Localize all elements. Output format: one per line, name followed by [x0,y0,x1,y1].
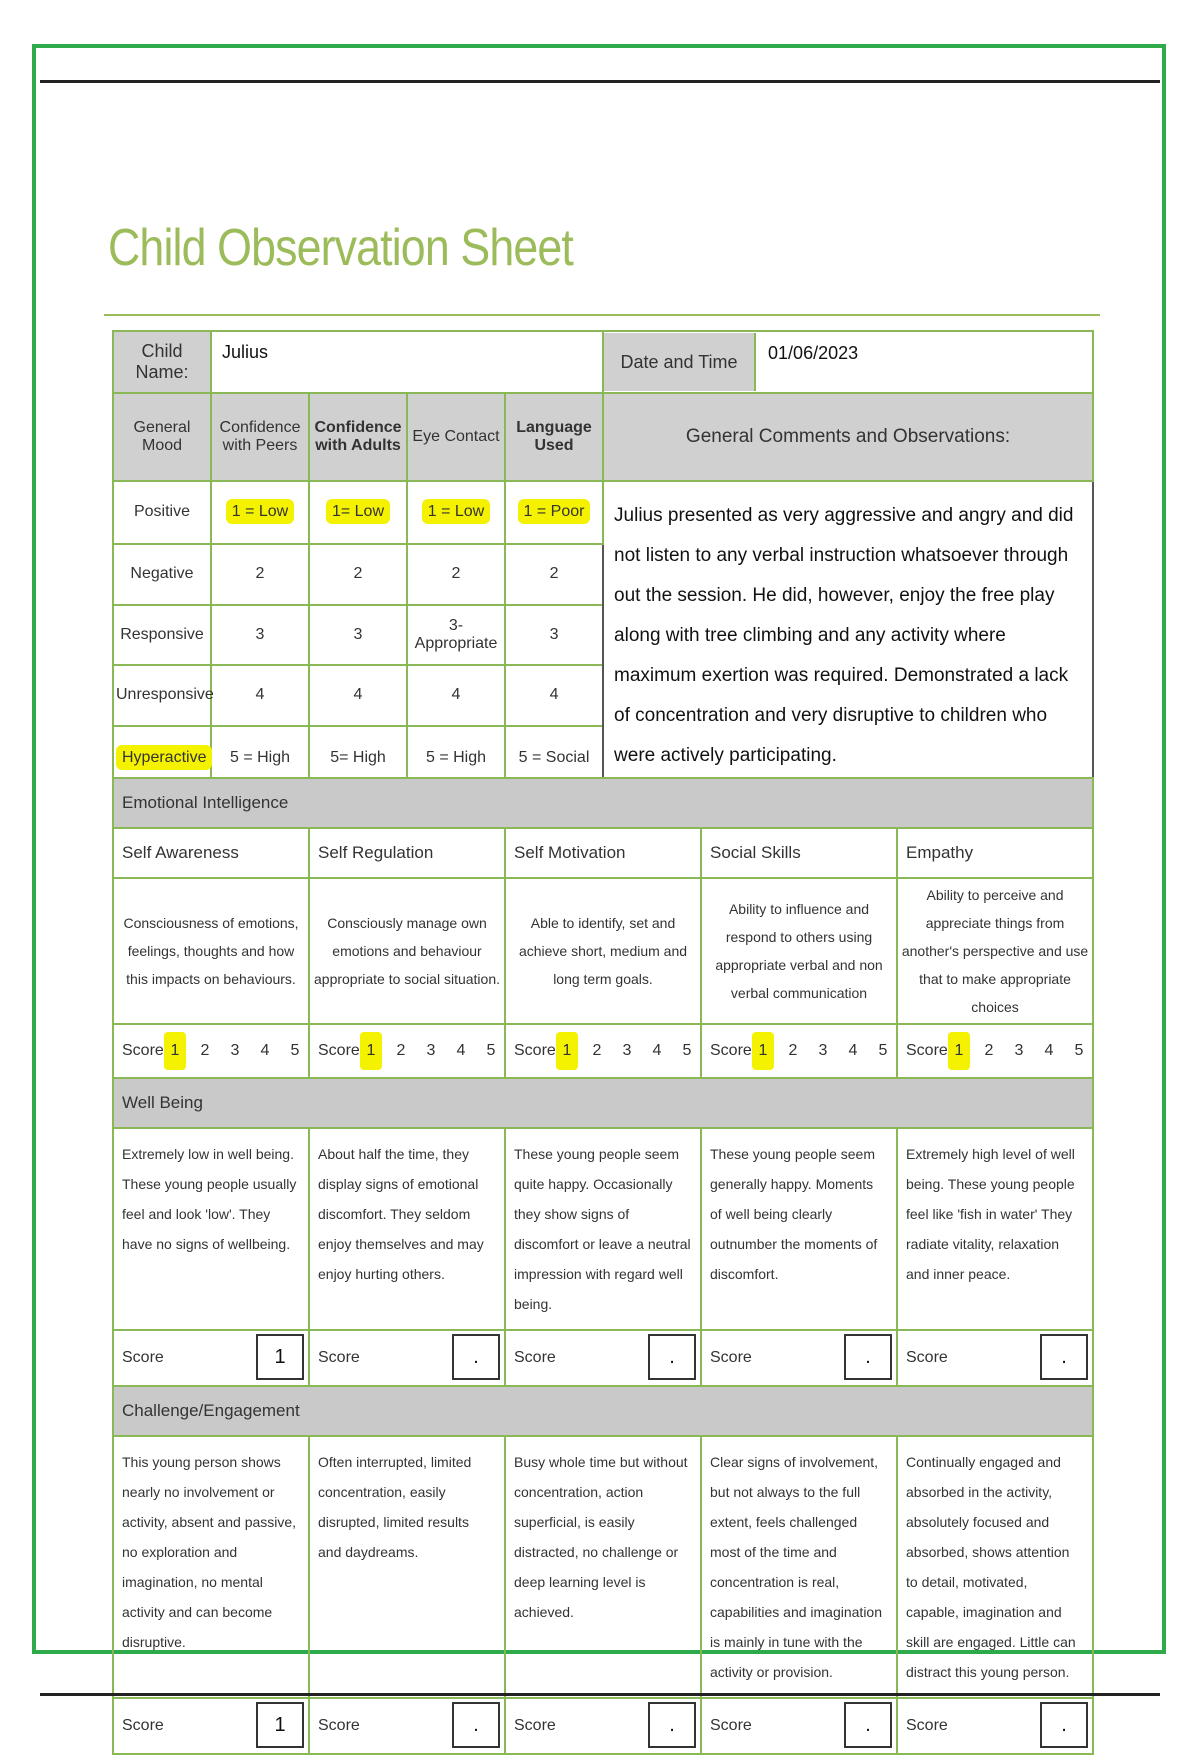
score-input-box[interactable]: . [648,1334,696,1380]
score-option[interactable]: 2 [396,1042,406,1059]
col-eye-contact: Eye Contact [407,393,505,481]
score-option[interactable]: 1 [752,1032,774,1070]
mood-cell[interactable]: 2 [407,544,505,605]
score-label: Score [906,1042,948,1059]
well-being-score-cell [897,1330,1093,1386]
date-cell [603,331,1093,393]
assessment-table [112,777,1094,1755]
ei-score-cell [309,1024,505,1078]
score-label: Score [318,1349,360,1366]
ei-score-cell [505,1024,701,1078]
well-being-description: About half the time, they display signs of emotional discomfort. They seldom enjoy themselves and may enjoy hurting others. [309,1128,505,1330]
score-label: Score [710,1042,752,1059]
mood-cell[interactable]: 5 = High [211,726,309,791]
ei-score-cell [701,1024,897,1078]
emotional-intelligence-header: Emotional Intelligence [113,778,1093,828]
mood-cell[interactable]: 5 = Social [505,726,603,791]
highlighted-value[interactable]: 1 = Low [226,499,294,524]
well-being-description: Extremely low in well being. These young people usually feel and look 'low'. They have no signs of wellbeing. [113,1128,309,1330]
date-label: Date and Time [604,333,756,391]
highlighted-value[interactable]: 1= Low [326,499,390,524]
mood-cell[interactable]: 4 [309,665,407,726]
well-being-score-cell [701,1330,897,1386]
child-name-label: Child Name: [113,331,211,393]
mood-label: Positive [113,481,211,544]
challenge-score-cell [505,1698,701,1754]
score-option[interactable]: 3 [426,1042,436,1059]
ei-category-description: Ability to influence and respond to others using appropriate verbal and non verbal communication [701,878,897,1024]
ei-category-description: Ability to perceive and appreciate things from another's perspective and use that to make appropriate choices [897,878,1093,1024]
score-label: Score [318,1042,360,1059]
ei-score-cell [113,1024,309,1078]
score-option[interactable]: 1 [948,1032,970,1070]
score-label: Score [122,1349,164,1366]
challenge-description: Busy whole time but without concentration, action superficial, is easily distracted, no challenge or deep learning level is achieved. [505,1436,701,1698]
score-option[interactable]: 1 [556,1032,578,1070]
challenge-score-cell [701,1698,897,1754]
mood-cell [211,481,309,544]
score-option[interactable]: 4 [652,1042,662,1059]
score-option[interactable]: 3 [818,1042,828,1059]
date-value[interactable]: 01/06/2023 [768,343,859,363]
mood-cell [309,481,407,544]
score-label: Score [122,1042,164,1059]
well-being-score-cell [505,1330,701,1386]
well-being-description: These young people seem quite happy. Occasionally they show signs of discomfort or leave a neutral impression with regard well being. [505,1128,701,1330]
score-label: Score [710,1717,752,1734]
mood-cell [505,481,603,544]
score-option[interactable]: 4 [1044,1042,1054,1059]
mood-cell[interactable]: 2 [505,544,603,605]
comments-text[interactable]: Julius presented as very aggressive and angry and did not listen to any verbal instruction whatsoever through out the session. He did, however, enjoy the free play along with tree climbing and any activity where maximum exertion was required. Demonstrated a lack of concentration and very disruptive to children who were actively participating. [603,481,1093,791]
score-label: Score [514,1349,556,1366]
highlighted-value[interactable]: 1 = Poor [518,499,591,524]
mood-cell[interactable]: 2 [309,544,407,605]
mood-cell[interactable]: 5= High [309,726,407,791]
bottom-rule [40,1693,1160,1696]
ei-category-description: Consciousness of emotions, feelings, thoughts and how this impacts on behaviours. [113,878,309,1024]
score-option[interactable]: 5 [290,1042,300,1059]
ei-category-name: Self Awareness [113,828,309,878]
score-option[interactable]: 2 [200,1042,210,1059]
score-option[interactable]: 5 [486,1042,496,1059]
score-option[interactable]: 2 [592,1042,602,1059]
mood-label: Responsive [113,605,211,666]
score-input-box[interactable]: . [452,1334,500,1380]
score-input-box[interactable]: . [648,1702,696,1748]
score-option[interactable]: 4 [456,1042,466,1059]
score-label: Score [906,1349,948,1366]
score-option[interactable]: 5 [878,1042,888,1059]
score-label: Score [906,1717,948,1734]
well-being-description: Extremely high level of well being. These young people feel like 'fish in water' They radiate vitality, relaxation and inner peace. [897,1128,1093,1330]
ei-category-name: Self Regulation [309,828,505,878]
highlighted-value[interactable]: 1 = Low [422,499,490,524]
score-option[interactable]: 2 [984,1042,994,1059]
challenge-description: Often interrupted, limited concentration, easily disrupted, limited results and daydreams. [309,1436,505,1698]
score-option[interactable]: 2 [788,1042,798,1059]
well-being-score-cell [309,1330,505,1386]
score-option[interactable]: 5 [1074,1042,1084,1059]
challenge-score-cell [897,1698,1093,1754]
ei-category-description: Able to identify, set and achieve short, medium and long term goals. [505,878,701,1024]
score-input-box[interactable]: . [1040,1334,1088,1380]
score-option[interactable]: 5 [682,1042,692,1059]
mood-cell[interactable]: 4 [505,665,603,726]
score-option[interactable]: 3 [230,1042,240,1059]
challenge-score-cell [309,1698,505,1754]
mood-cell[interactable]: 3 [505,605,603,666]
col-confidence-adults: Confidence with Adults [309,393,407,481]
score-input-box[interactable]: . [452,1702,500,1748]
mood-label: Unresponsive [113,665,211,726]
mood-cell[interactable]: 4 [407,665,505,726]
top-rule [40,80,1160,83]
ei-category-description: Consciously manage own emotions and behaviour appropriate to social situation. [309,878,505,1024]
mood-cell[interactable]: 4 [211,665,309,726]
ei-category-name: Empathy [897,828,1093,878]
ei-category-name: Self Motivation [505,828,701,878]
title-rule [104,314,1100,316]
mood-cell [407,481,505,544]
score-option[interactable]: 1 [164,1032,186,1070]
comments-header: General Comments and Observations: [603,393,1093,481]
mood-table [112,330,1094,792]
challenge-description: Continually engaged and absorbed in the activity, absolutely focused and absorbed, shows attention to detail, motivated, capable, imagination and skill are engaged. Little can distract this young person. [897,1436,1093,1698]
score-option[interactable]: 4 [260,1042,270,1059]
child-name-value[interactable]: Julius [211,331,603,393]
ei-score-cell [897,1024,1093,1078]
score-option[interactable]: 4 [848,1042,858,1059]
well-being-header: Well Being [113,1078,1093,1128]
well-being-score-cell [113,1330,309,1386]
score-option[interactable]: 3 [622,1042,632,1059]
mood-cell[interactable]: 3 [211,605,309,666]
mood-cell[interactable]: 3 [309,605,407,666]
well-being-description: These young people seem generally happy. Moments of well being clearly outnumber the moments of discomfort. [701,1128,897,1330]
mood-label: Negative [113,544,211,605]
col-confidence-peers: Confidence with Peers [211,393,309,481]
challenge-score-cell [113,1698,309,1754]
score-input-box[interactable]: 1 [256,1702,304,1748]
challenge-description: This young person shows nearly no involvement or activity, absent and passive, no exploration and imagination, no mental activity and can become disruptive. [113,1436,309,1698]
ei-category-name: Social Skills [701,828,897,878]
score-label: Score [514,1717,556,1734]
challenge-description: Clear signs of involvement, but not always to the full extent, feels challenged most of the time and concentration is real, capabilities and imagination is mainly in tune with the activity or provision. [701,1436,897,1698]
score-input-box[interactable]: . [844,1702,892,1748]
mood-cell[interactable]: 3- Appropriate [407,605,505,666]
score-label: Score [514,1042,556,1059]
col-language-used: Language Used [505,393,603,481]
col-general-mood: General Mood [113,393,211,481]
score-label: Score [122,1717,164,1734]
highlighted-mood-label: Hyperactive [116,745,212,770]
score-label: Score [318,1717,360,1734]
score-input-box[interactable]: . [844,1334,892,1380]
score-label: Score [710,1349,752,1366]
score-input-box[interactable]: 1 [256,1334,304,1380]
mood-cell[interactable]: 5 = High [407,726,505,791]
score-input-box[interactable]: . [1040,1702,1088,1748]
challenge-engagement-header: Challenge/Engagement [113,1386,1093,1436]
score-option[interactable]: 1 [360,1032,382,1070]
page-title: Child Observation Sheet [108,219,573,277]
mood-cell[interactable]: 2 [211,544,309,605]
score-option[interactable]: 3 [1014,1042,1024,1059]
